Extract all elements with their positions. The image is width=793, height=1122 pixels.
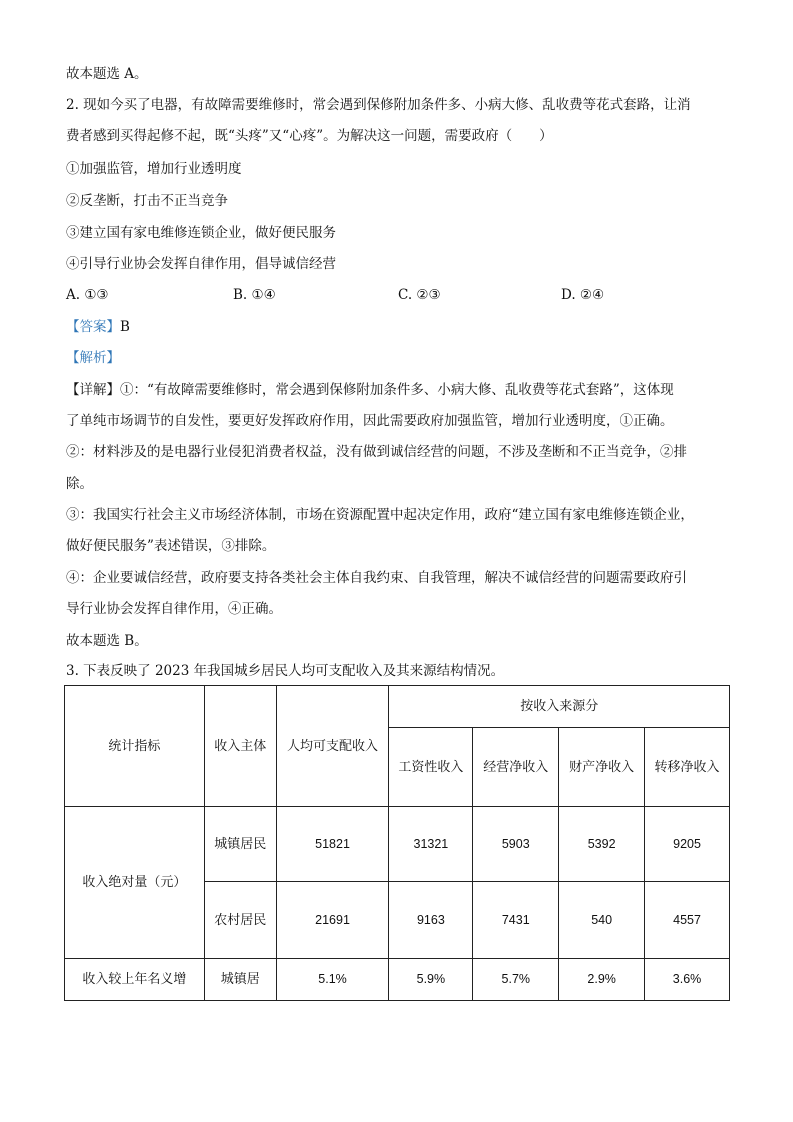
detail-1: 【详解】①：“有故障需要维修时，常会遇到保修附加条件多、小病大修、乱收费等花式套路”，这体现 [66, 382, 674, 398]
cell: 5.9% [389, 959, 473, 1002]
detail-3: ③：我国实行社会主义市场经济体制，市场在资源配置中起决定作用，政府“建立国有家电维修连锁企业， [66, 507, 694, 523]
header-transfer: 转移净收入 [645, 728, 730, 807]
income-table [64, 685, 730, 1001]
question-3-stem: 3. 下表反映了 2023 年我国城乡居民人均可支配收入及其来源结构情况。 [66, 663, 505, 679]
question-2-stem-cont: 费者感到买得起修不起，既“头疼”又“心疼”。为解决这一问题，需要政府（ ） [66, 128, 553, 144]
header-disposable: 人均可支配收入 [276, 686, 389, 807]
subject-rural: 农村居民 [204, 882, 276, 959]
text-line: 故本题选 A。 [66, 66, 148, 82]
table-row [65, 959, 730, 1002]
statement-1: ①加强监管，增加行业透明度 [66, 161, 242, 177]
analysis-label: 【解析】 [66, 350, 120, 366]
detail-2: ②：材料涉及的是电器行业侵犯消费者权益，没有做到诚信经营的问题，不涉及垄断和不正当竞争，②排 [66, 444, 687, 460]
header-indicator: 统计指标 [65, 686, 205, 807]
header-subject: 收入主体 [204, 686, 276, 807]
cell: 5903 [473, 807, 559, 882]
cell: 3.6% [645, 959, 730, 1002]
option-b: B. ①④ [233, 287, 276, 303]
detail-1-cont: 了单纯市场调节的自发性，要更好发挥政府作用，因此需要政府加强监管，增加行业透明度，①正确。 [66, 413, 674, 429]
growth-label: 收入较上年名义增 [65, 959, 205, 1002]
option-a: A. ①③ [66, 287, 109, 303]
abs-label: 收入绝对量（元） [65, 807, 205, 959]
header-wage: 工资性收入 [389, 728, 473, 807]
cell: 31321 [389, 807, 473, 882]
table-row [65, 807, 730, 882]
header-by-source: 按收入来源分 [389, 686, 730, 728]
subject-urban: 城镇居民 [204, 807, 276, 882]
cell: 21691 [276, 882, 389, 959]
statement-3: ③建立国有家电维修连锁企业，做好便民服务 [66, 225, 336, 241]
cell: 9163 [389, 882, 473, 959]
conclusion: 故本题选 B。 [66, 633, 148, 649]
question-2-stem: 2. 现如今买了电器，有故障需要维修时，常会遇到保修附加条件多、小病大修、乱收费等花式套路，让消 [66, 97, 691, 113]
header-operating: 经营净收入 [473, 728, 559, 807]
cell: 7431 [473, 882, 559, 959]
cell: 4557 [645, 882, 730, 959]
cell: 51821 [276, 807, 389, 882]
header-property: 财产净收入 [559, 728, 645, 807]
table-bottom-border [64, 1000, 730, 1001]
cell: 5.1% [276, 959, 389, 1002]
answer-line [66, 318, 130, 336]
detail-2-cont: 除。 [66, 476, 93, 492]
option-d: D. ②④ [561, 287, 605, 303]
answer-label: 【答案】 [66, 319, 120, 335]
cell: 2.9% [559, 959, 645, 1002]
detail-3-cont: 做好便民服务”表述错误，③排除。 [66, 538, 276, 554]
statement-4: ④引导行业协会发挥自律作用，倡导诚信经营 [66, 256, 336, 272]
detail-4-cont: 导行业协会发挥自律作用，④正确。 [66, 601, 282, 617]
cell: 5392 [559, 807, 645, 882]
cell: 540 [559, 882, 645, 959]
cell: 5.7% [473, 959, 559, 1002]
subject-urban-growth: 城镇居 [204, 959, 276, 1002]
answer-value: B [120, 319, 130, 335]
cell: 9205 [645, 807, 730, 882]
statement-2: ②反垄断，打击不正当竞争 [66, 193, 228, 209]
option-c: C. ②③ [398, 287, 441, 303]
detail-4: ④：企业要诚信经营，政府要支持各类社会主体自我约束、自我管理，解决不诚信经营的问题需要政府引 [66, 570, 687, 586]
